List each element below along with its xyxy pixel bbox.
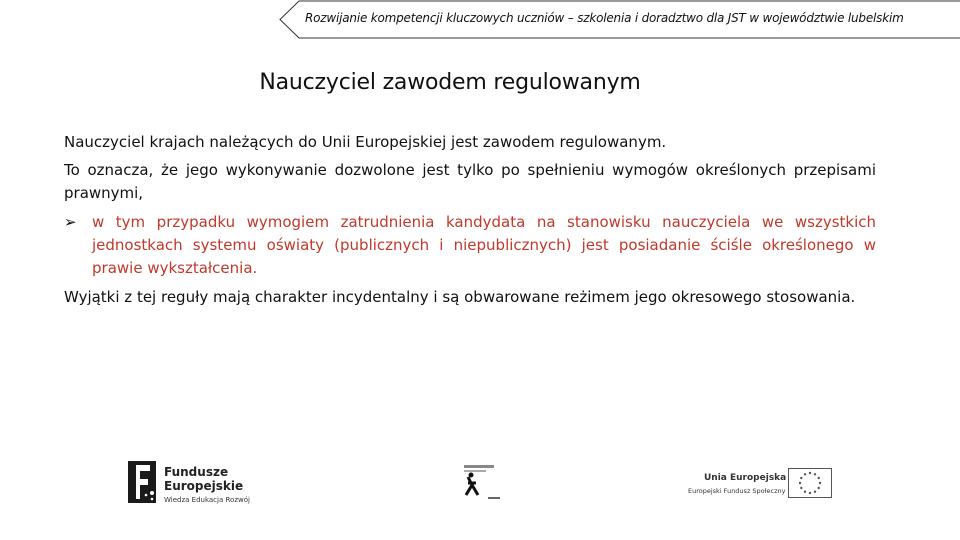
fundusze-europejskie-logo xyxy=(128,461,268,511)
fe-logo-line2: Europejskie xyxy=(164,479,244,493)
fe-mark-icon xyxy=(128,461,158,505)
eu-logo-line1: Unia Europejska xyxy=(704,473,787,483)
region-logo xyxy=(462,463,504,503)
unia-europejska-logo xyxy=(688,467,838,503)
bullet-text: w tym przypadku wymogiem zatrudnienia kandydata na stanowisku nauczyciela we wszystkich jednostkach systemu oświaty (publicznych i niepublicznych) jest posiadanie ściśle określonego w prawie wykształcenia. xyxy=(92,213,876,277)
slide-content xyxy=(64,131,876,315)
slide-title: Nauczyciel zawodem regulowanym xyxy=(259,70,641,95)
paragraph-1: Nauczyciel krajach należących do Unii Europejskiej jest zawodem regulowanym. xyxy=(64,133,667,151)
header-banner xyxy=(279,0,960,39)
eu-logo-line2: Europejski Fundusz Społeczny xyxy=(688,487,786,495)
closing-paragraph: Wyjątki z tej reguły mają charakter incydentalny i są obwarowane reżimem jego okresowego stosowania. xyxy=(64,288,856,306)
eu-flag-icon xyxy=(788,468,832,498)
bullet-item xyxy=(64,211,876,280)
paragraph-2: To oznacza, że jego wykonywanie dozwolone jest tylko po spełnieniu wymogów określonych przepisami prawnymi, xyxy=(64,161,876,202)
region-logo-icon xyxy=(462,463,504,503)
fe-logo-line3: Wiedza Edukacja Rozwój xyxy=(164,496,250,504)
banner-text: Rozwijanie kompetencji kluczowych uczniów – szkolenia i doradztwo dla JST w województwie lubelskim xyxy=(305,11,904,25)
arrow-bullet-icon: ➢ xyxy=(64,213,77,231)
fe-logo-line1: Fundusze xyxy=(164,465,229,479)
footer-logos xyxy=(0,455,960,515)
